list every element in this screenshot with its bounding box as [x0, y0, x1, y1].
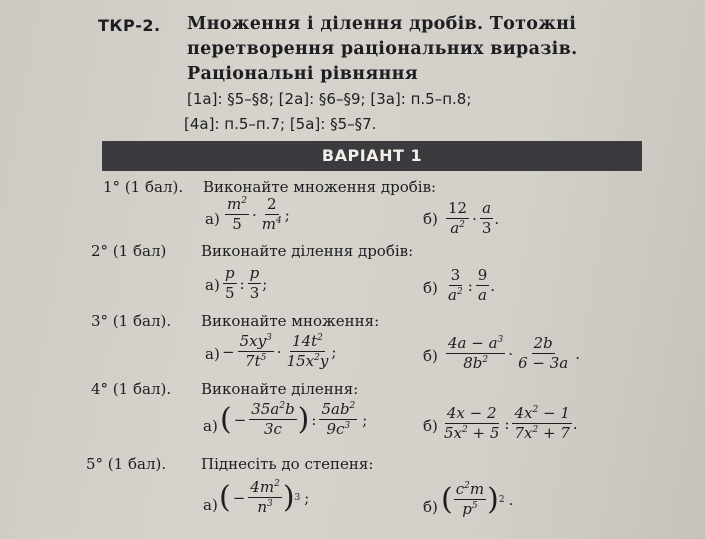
refs-line-2: [4а]: п.5–п.7; [5а]: §5–§7. [184, 115, 377, 133]
variant-banner [102, 141, 642, 171]
task-1-text: Виконайте множення дробів: [203, 178, 437, 196]
task-3b-expression: $\frac{4a - a^3}{8b^2}$ · $\frac{2b}{6 - 3a}$ . [448, 334, 580, 373]
task-5a-expression: ( − $\frac{4m^2}{n^3}$ ) 3 ; [219, 478, 310, 517]
title-line-3: Раціональні рівняння [187, 64, 418, 84]
task-1-number: 1° (1 бал). [103, 178, 184, 196]
task-5-text: Піднесіть до степеня: [201, 455, 374, 473]
task-3-number: 3° (1 бал). [91, 312, 172, 330]
task-2-text: Виконайте ділення дробів: [201, 242, 414, 260]
task-2b-expression: $\frac{3}{a^2}$ : $\frac{9}{a}$ . [448, 266, 496, 305]
task-3b-label: б) [423, 347, 438, 365]
task-4a-label: а) [203, 417, 218, 435]
title-line-2: перетворення раціональних виразів. [187, 39, 578, 59]
task-4a-expression: ( − $\frac{35a^2b}{3c}$ ) : $\frac{5ab^2}{9c^3}$ ; [220, 400, 368, 439]
task-3a-expression: − $\frac{5xy^3}{7t^5}$ · $\frac{14t^2}{15x^2y}$ ; [222, 332, 337, 371]
task-4b-expression: $\frac{4x - 2}{5x^2 + 5}$ : $\frac{4x^2 - 1}{7x^2 + 7}$ . [444, 404, 578, 443]
work-code: ТКР-2. [98, 16, 161, 35]
refs-line-1: [1а]: §5–§8; [2а]: §6–§9; [3а]: п.5–п.8; [187, 90, 472, 108]
task-3a-label: а) [205, 345, 220, 363]
title-line-1: Множення і ділення дробів. Тотожні [187, 14, 577, 34]
task-5b-expression: ( $\frac{c^2m}{p^5}$ ) 2 . [441, 480, 514, 519]
task-5-number: 5° (1 бал). [86, 455, 167, 473]
task-3-text: Виконайте множення: [201, 312, 380, 330]
task-4b-label: б) [423, 417, 438, 435]
variant-label: ВАРІАНТ 1 [321, 146, 423, 165]
task-1b-expression: $\frac{12}{a^2}$ · $\frac{a}{3}$ . [448, 199, 500, 238]
task-2-number: 2° (1 бал) [91, 242, 167, 260]
task-2a-expression: $\frac{p}{5}$ : $\frac{p}{3}$ ; [225, 264, 268, 303]
task-4-text: Виконайте ділення: [201, 380, 359, 398]
task-2a-label: а) [205, 276, 220, 294]
task-5a-label: а) [203, 496, 218, 514]
task-1a-label: а) [205, 210, 220, 228]
task-1a-expression: $\frac{m^2}{5}$ · $\frac{2}{m^4}$ ; [227, 195, 290, 234]
task-5b-label: б) [423, 498, 438, 516]
task-2b-label: б) [423, 279, 438, 297]
task-4-number: 4° (1 бал). [91, 380, 172, 398]
task-1b-label: б) [423, 210, 438, 228]
